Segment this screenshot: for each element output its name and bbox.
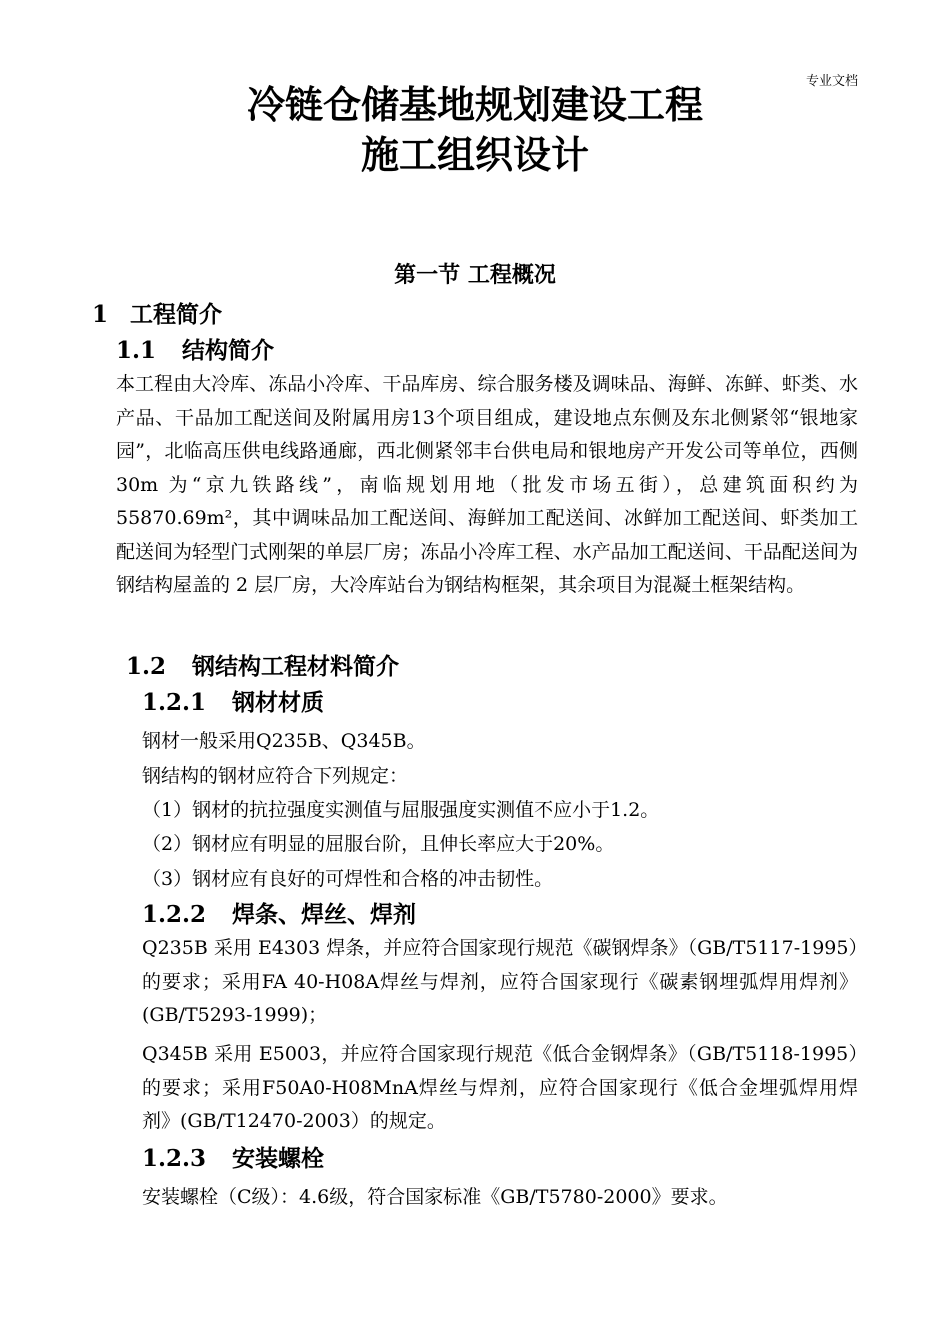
heading-text: 焊条、焊丝、焊剂: [232, 901, 416, 928]
section-title: 第一节 工程概况: [394, 262, 556, 288]
text-line: （2）钢材应有明显的屈服台阶，且伸长率应大于20%。: [142, 833, 615, 855]
paragraph-welding-q345b: Q345B 采用 E5003，并应符合国家现行规范《低合金钢焊条》（GB/T5118-1995）的要求；采用F50A0-H08MnA焊丝与焊剂，应符合国家现行《低合金埋弧焊用焊剂》(GB/T12470-2003）的规定。: [142, 1043, 858, 1132]
text-line: （1）钢材的抗拉强度实测值与屈服强度实测值不应小于1.2。: [142, 799, 660, 821]
heading-1-2: [126, 648, 399, 681]
heading-text: 钢材材质: [232, 689, 324, 716]
heading-1-2-1: [142, 684, 324, 717]
heading-number: 1.2.1: [142, 689, 207, 716]
heading-number: 1.2.2: [142, 901, 207, 928]
heading-1-2-3: [142, 1140, 324, 1173]
heading-text: 安装螺栓: [232, 1145, 324, 1172]
heading-number: 1.2.3: [142, 1145, 207, 1172]
heading-number: 1.1: [116, 337, 157, 364]
paragraph-structure: 本工程由大冷库、冻品小冷库、干品库房、综合服务楼及调味品、海鲜、冻鲜、虾类、水产品、干品加工配送间及附属用房13个项目组成，建设地点东侧及东北侧紧邻“银地家园”，北临高压供电线路通廊，西北侧紧邻丰台供电局和银地房产开发公司等单位，西侧 30m 为“京九铁路线”，南临规划用地（批发市场五街），总建筑面积约为55870.69m²，其中调味品加工配送间、海鲜加工配送间、冰鲜加工配送间、虾类加工配送间为轻型门式刚架的单层厂房；冻品小冷库工程、水产品加工配送间、干品配送间为钢结构屋盖的 2 层厂房，大冷库站台为钢结构框架，其余项目为混凝土框架结构。: [116, 373, 858, 596]
heading-1-2-2: [142, 896, 416, 929]
text-line: 钢材一般采用Q235B、Q345B。: [142, 730, 426, 752]
heading-1-1: [116, 332, 274, 365]
text-line: 钢结构的钢材应符合下列规定：: [142, 765, 409, 787]
heading-number: 1: [92, 301, 109, 328]
heading-text: 结构简介: [182, 337, 274, 364]
document-title-line1: 冷链仓储基地规划建设工程: [246, 82, 703, 127]
heading-1: [92, 296, 222, 329]
heading-number: 1.2: [126, 653, 167, 680]
text-line: （3）钢材应有良好的可焊性和合格的冲击韧性。: [142, 868, 554, 890]
text-line: 安装螺栓（C级）：4.6级，符合国家标准《GB/T5780-2000》要求。: [142, 1186, 728, 1208]
document-title-line2: 施工组织设计: [360, 132, 589, 177]
header-label: 专业文档: [805, 74, 858, 89]
heading-text: 工程简介: [130, 301, 222, 328]
paragraph-welding-q235b: Q235B 采用 E4303 焊条，并应符合国家现行规范《碳钢焊条》（GB/T5117-1995）的要求；采用FA 40-H08A焊丝与焊剂，应符合国家现行《碳素钢埋弧焊用焊剂》(GB/T5293-1999)；: [142, 937, 858, 1026]
heading-text: 钢结构工程材料简介: [192, 653, 399, 680]
